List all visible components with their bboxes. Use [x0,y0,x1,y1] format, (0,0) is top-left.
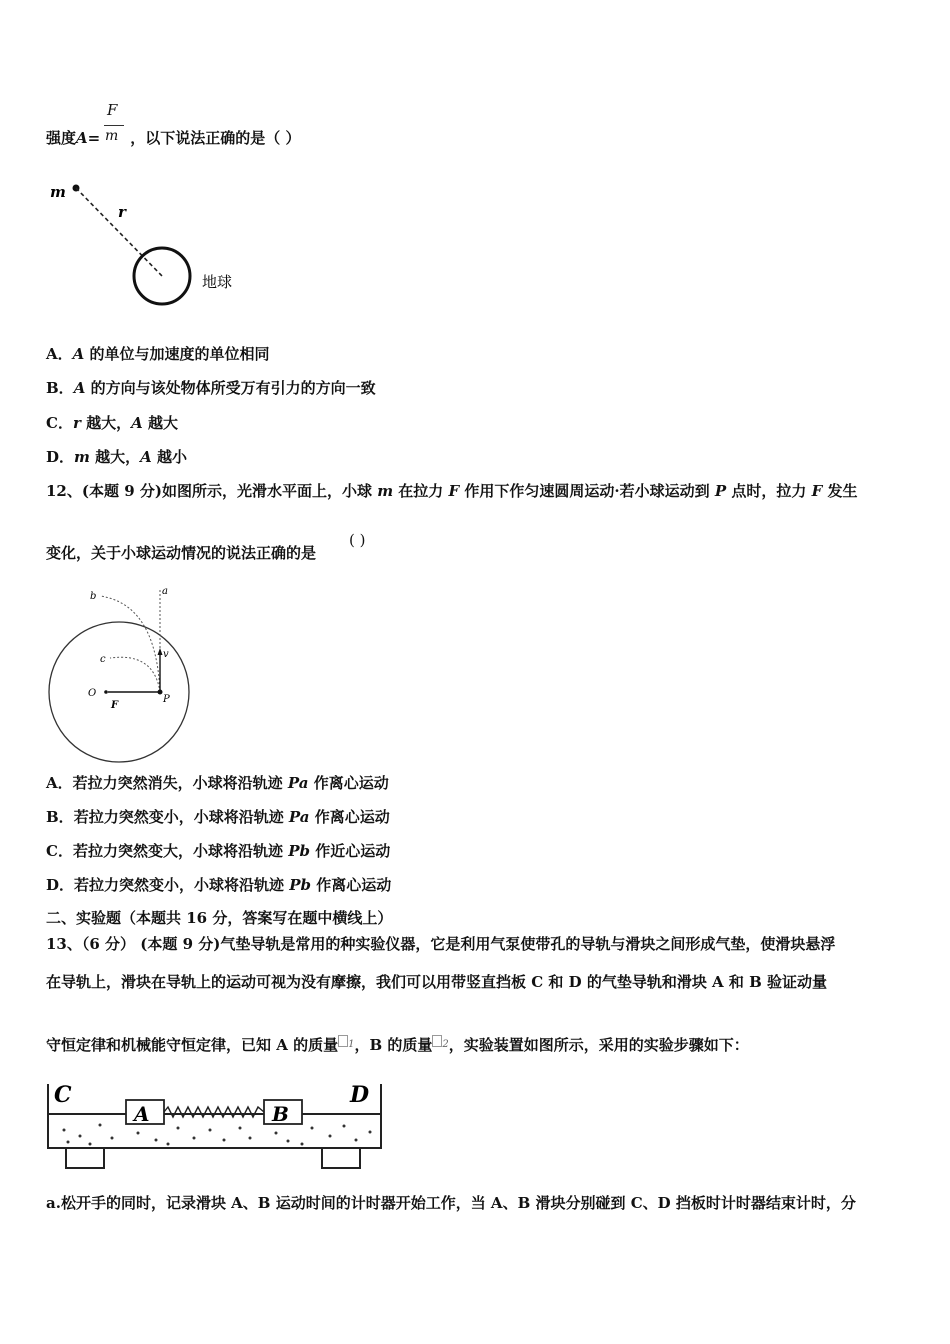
ball-p [158,690,163,695]
q11-eq: = [87,129,101,147]
fig-label-a: a [162,586,168,597]
fig-label-v: v [163,649,169,660]
support-left [66,1148,104,1168]
curve-path-c [110,657,160,692]
option-text: 的方向与该处物体所受万有引力的方向一致 [90,379,376,397]
option-text: 的单位与加速度的单位相同 [89,345,270,363]
option-var: A [72,345,85,363]
fig-r-label: r [118,203,126,221]
fig-label-c: C [54,1082,72,1108]
option-text: 若拉力突然变小，小球将沿轨迹 [73,808,289,826]
fig-label-b: B [272,1102,289,1126]
option-label: B． [46,808,74,826]
q12-text: 作用下作匀速圆周运动·若小球运动到 [459,482,715,500]
option-path: Pb [289,876,312,894]
q12-stem-line1 [46,481,857,501]
q11-option-c [46,413,178,433]
q12-answer-paren: ( ) [349,531,366,549]
fig-label-o: O [88,688,97,699]
q11-option-a [46,344,270,364]
fraction-numerator: F [107,101,118,119]
velocity-arrowhead [158,648,163,655]
q13-line1: 13、（6 分） (本题 9 分)气垫导轨是常用的种实验仪器，它是利用气泵使带孔的导轨与滑块之间形成气垫，使滑块悬浮 [46,935,836,953]
q13-step-a: a.松开手的同时，记录滑块 A、B 运动时间的计时器开始工作，当 A、B 滑块分别碰到 C、D 挡板时计时器结束计时，分 [46,1194,856,1212]
section-heading: 二、实验题（本题共 16 分，答案写在题中横线上） [46,909,393,927]
option-label: A． [46,345,73,363]
earth-figure [46,175,256,315]
center-point [104,690,108,694]
fig-label-p: P [163,694,170,705]
option-var: r [72,414,81,432]
mass-subscript: 1 [348,1039,355,1050]
q12-var: F [448,482,460,500]
q11-stem [46,128,300,148]
option-text: 越大， [86,414,132,432]
fig-label-a: A [134,1102,150,1126]
option-path: Pb [288,842,310,860]
fig-label-f: F [111,700,119,711]
air-holes [63,1124,372,1146]
q12-option-d [46,875,391,895]
option-text: 作近心运动 [309,842,391,860]
option-label: D． [46,876,75,894]
option-text: 越小 [157,448,188,466]
track-body [48,1114,381,1148]
q13-line2: 在导轨上，滑块在导轨上的运动可视为没有摩擦，我们可以用带竖直挡板 C 和 D 的气垫导轨和滑块 A 和 B 验证动量 [46,973,828,991]
q11-option-d [46,447,187,467]
circular-motion-figure [44,582,194,764]
spring [164,1107,264,1117]
fig-mass-label: m [50,183,66,201]
q12-option-a [46,773,389,793]
distance-line [76,188,162,276]
q12-var: F [811,482,823,500]
fraction-denominator: m [105,128,119,144]
q12-var: m [377,482,394,500]
q12-stem-line2: 变化，关于小球运动情况的说法正确的是 [46,544,317,562]
mass-placeholder [432,1035,442,1047]
q11-option-b [46,378,376,398]
option-label: B． [46,379,74,397]
option-path: Pa [287,774,309,792]
option-text: 作离心运动 [308,774,389,792]
option-text: 越大 [147,414,178,432]
q12-text: 12、(本题 9 分)如图所示，光滑水平面上，小球 [46,482,378,500]
option-var: A [131,414,143,432]
q12-text: 发生 [822,482,858,500]
q12-option-b [46,807,390,827]
option-var: m [74,448,90,466]
q12-option-c [46,841,390,861]
option-path: Pa [288,808,310,826]
q13-text: ，实验装置如图所示，采用的实验步骤如下： [448,1036,749,1054]
q13-text: ，B 的质量 [354,1036,433,1054]
mass-placeholder [338,1035,348,1047]
option-label: D． [46,448,75,466]
q12-var: P [714,482,727,500]
option-text: 作离心运动 [311,876,392,894]
air-track-figure [44,1078,389,1173]
q11-var: A [76,129,88,147]
option-label: C． [46,842,73,860]
option-label: A． [46,774,73,792]
mass-subscript: 2 [442,1039,449,1050]
option-var: A [140,448,152,466]
option-label: C． [46,414,73,432]
fig-label-c: c [100,654,106,665]
fig-label-b: b [90,591,97,602]
q11-suffix: ，以下说法正确的是（ ） [130,129,301,147]
q13-line3 [46,1035,749,1055]
fig-earth-label: 地球 [202,273,233,291]
q13-text: 守恒定律和机械能守恒定律，已知 A 的质量 [46,1036,339,1054]
option-text: 作离心运动 [309,808,390,826]
q11-prefix: 强度 [46,129,77,147]
curve-path-b [100,596,160,692]
option-text: 若拉力突然变大，小球将沿轨迹 [72,842,289,860]
fig-label-d: D [350,1082,370,1108]
option-var: A [73,379,86,397]
option-text: 若拉力突然变小，小球将沿轨迹 [74,876,290,894]
q12-text: 在拉力 [393,482,449,500]
q12-text: 点时，拉力 [726,482,812,500]
fraction-bar [104,125,124,126]
support-right [322,1148,360,1168]
option-text: 若拉力突然消失，小球将沿轨迹 [72,774,288,792]
option-text: 越大， [95,448,141,466]
